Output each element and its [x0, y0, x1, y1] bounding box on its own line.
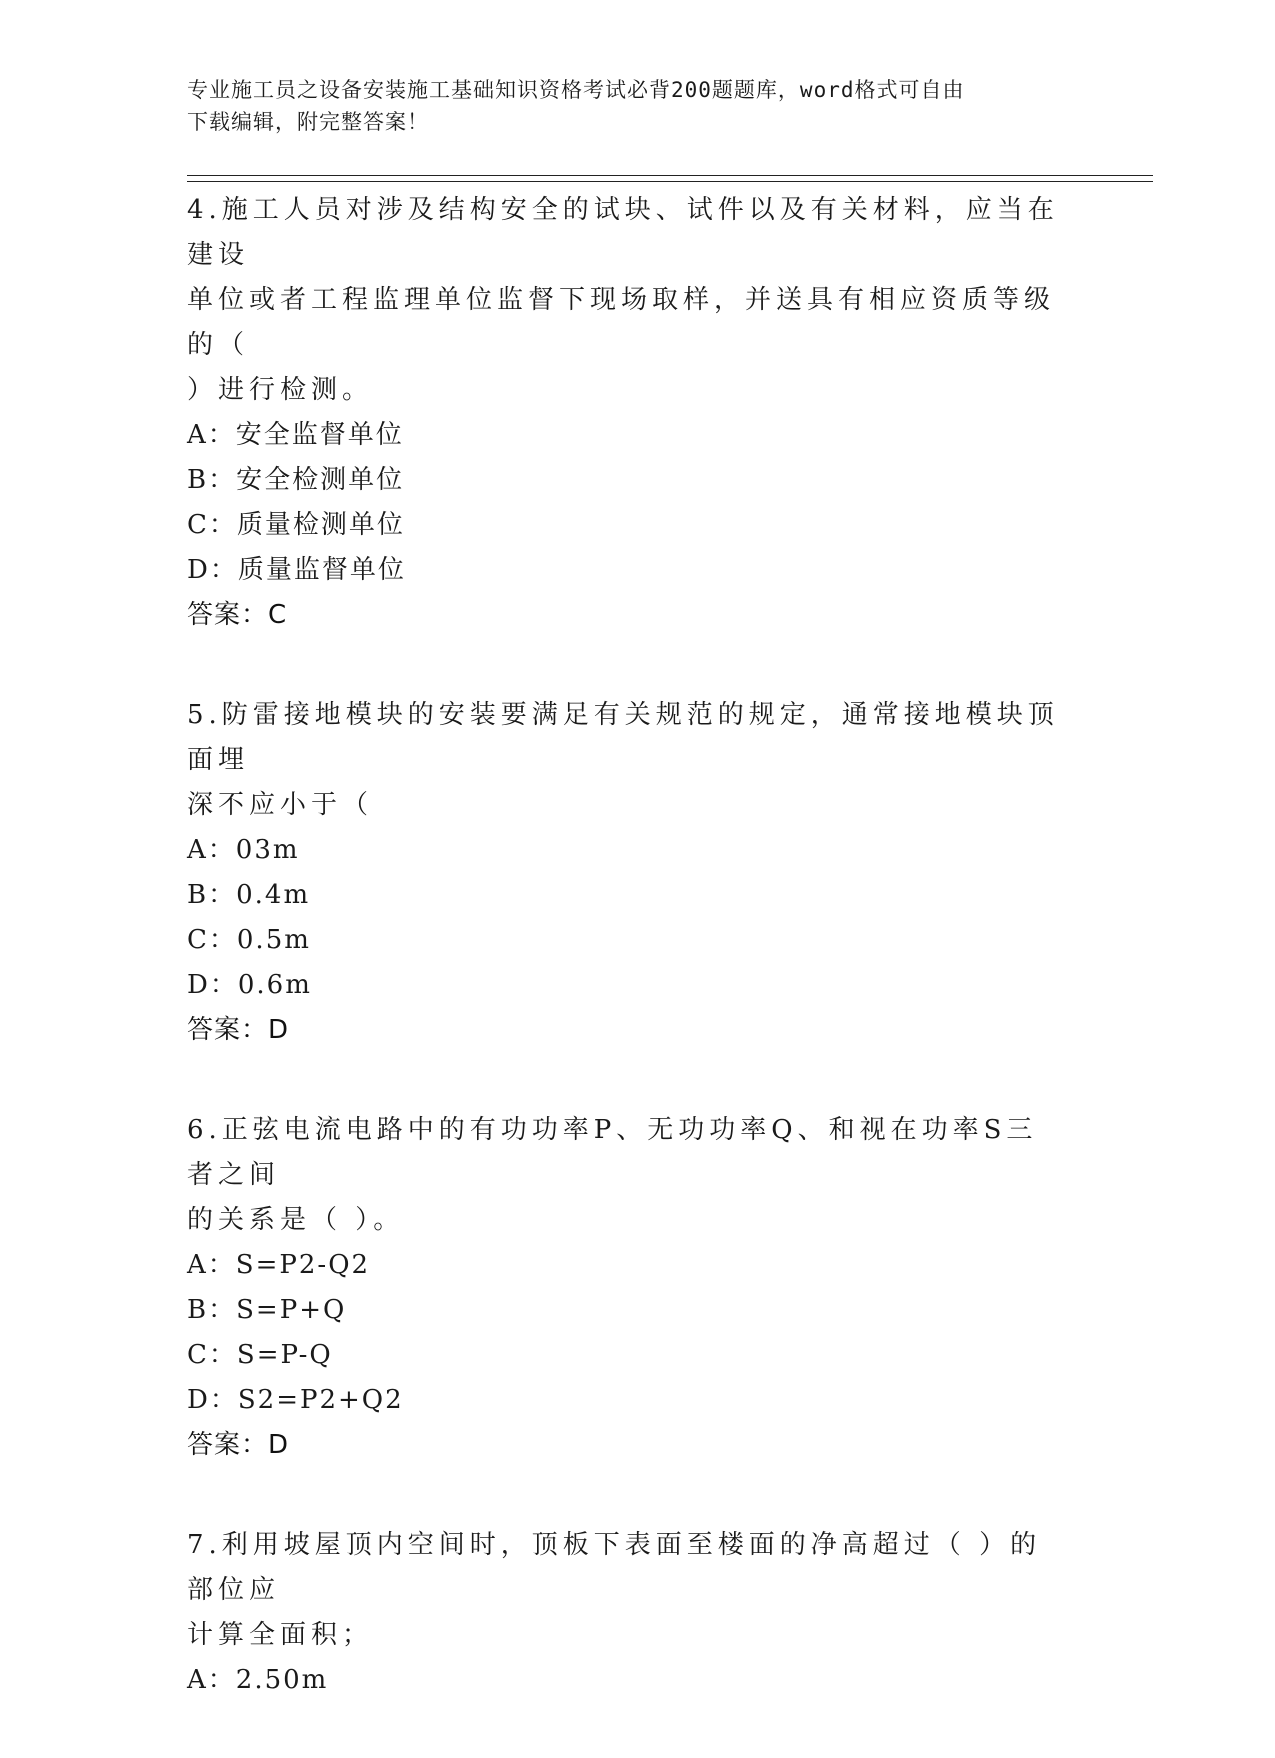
- question-text: 深不应小于（: [187, 790, 374, 820]
- option-a: A：2.50m: [187, 1665, 329, 1695]
- option-c: C：S=P-Q: [187, 1340, 333, 1370]
- option-c: C：0.5m: [187, 925, 311, 955]
- question-text: 5.防雷接地模块的安装要满足有关规范的规定，通常接地模块顶面埋: [187, 700, 1059, 775]
- option-c: C：质量检测单位: [187, 510, 405, 540]
- question-text: 计算全面积；: [187, 1620, 374, 1650]
- answer-line: 答案：D: [187, 1015, 290, 1045]
- option-b: B：0.4m: [187, 880, 311, 910]
- questions-list: [187, 188, 1067, 1758]
- header-divider-bottom: [187, 181, 1153, 182]
- option-d: D：0.6m: [187, 970, 312, 1000]
- option-d: D：S2=P2+Q2: [187, 1385, 404, 1415]
- option-a: A：03m: [187, 835, 300, 865]
- question-text: ）进行检测。: [187, 375, 374, 405]
- option-d: D：质量监督单位: [187, 555, 406, 585]
- header-line-1: 专业施工员之设备安装施工基础知识资格考试必背200题题库，word格式可自由: [187, 78, 965, 102]
- question-item: [187, 693, 1067, 1053]
- question-item: [187, 188, 1067, 638]
- answer-line: 答案：C: [187, 600, 288, 630]
- option-a: A：S=P2-Q2: [187, 1250, 371, 1280]
- question-item: [187, 1108, 1067, 1468]
- option-b: B：安全检测单位: [187, 465, 405, 495]
- question-text: 7.利用坡屋顶内空间时，顶板下表面至楼面的净高超过（ ）的部位应: [187, 1530, 1042, 1605]
- question-text: 6.正弦电流电路中的有功功率P、无功功率Q、和视在功率S三者之间: [187, 1115, 1038, 1190]
- question-text: 的关系是（ ）。: [187, 1205, 405, 1235]
- answer-line: 答案：D: [187, 1430, 290, 1460]
- header-divider-top: [187, 175, 1153, 176]
- question-text: 4.施工人员对涉及结构安全的试块、试件以及有关材料，应当在建设: [187, 195, 1059, 270]
- question-text: 单位或者工程监理单位监督下现场取样，并送具有相应资质等级的（: [187, 285, 1056, 360]
- option-b: B：S=P+Q: [187, 1295, 347, 1325]
- document-header: [187, 74, 1067, 138]
- header-line-2: 下载编辑，附完整答案！: [187, 110, 429, 134]
- question-item: [187, 1523, 1067, 1703]
- option-a: A：安全监督单位: [187, 420, 404, 450]
